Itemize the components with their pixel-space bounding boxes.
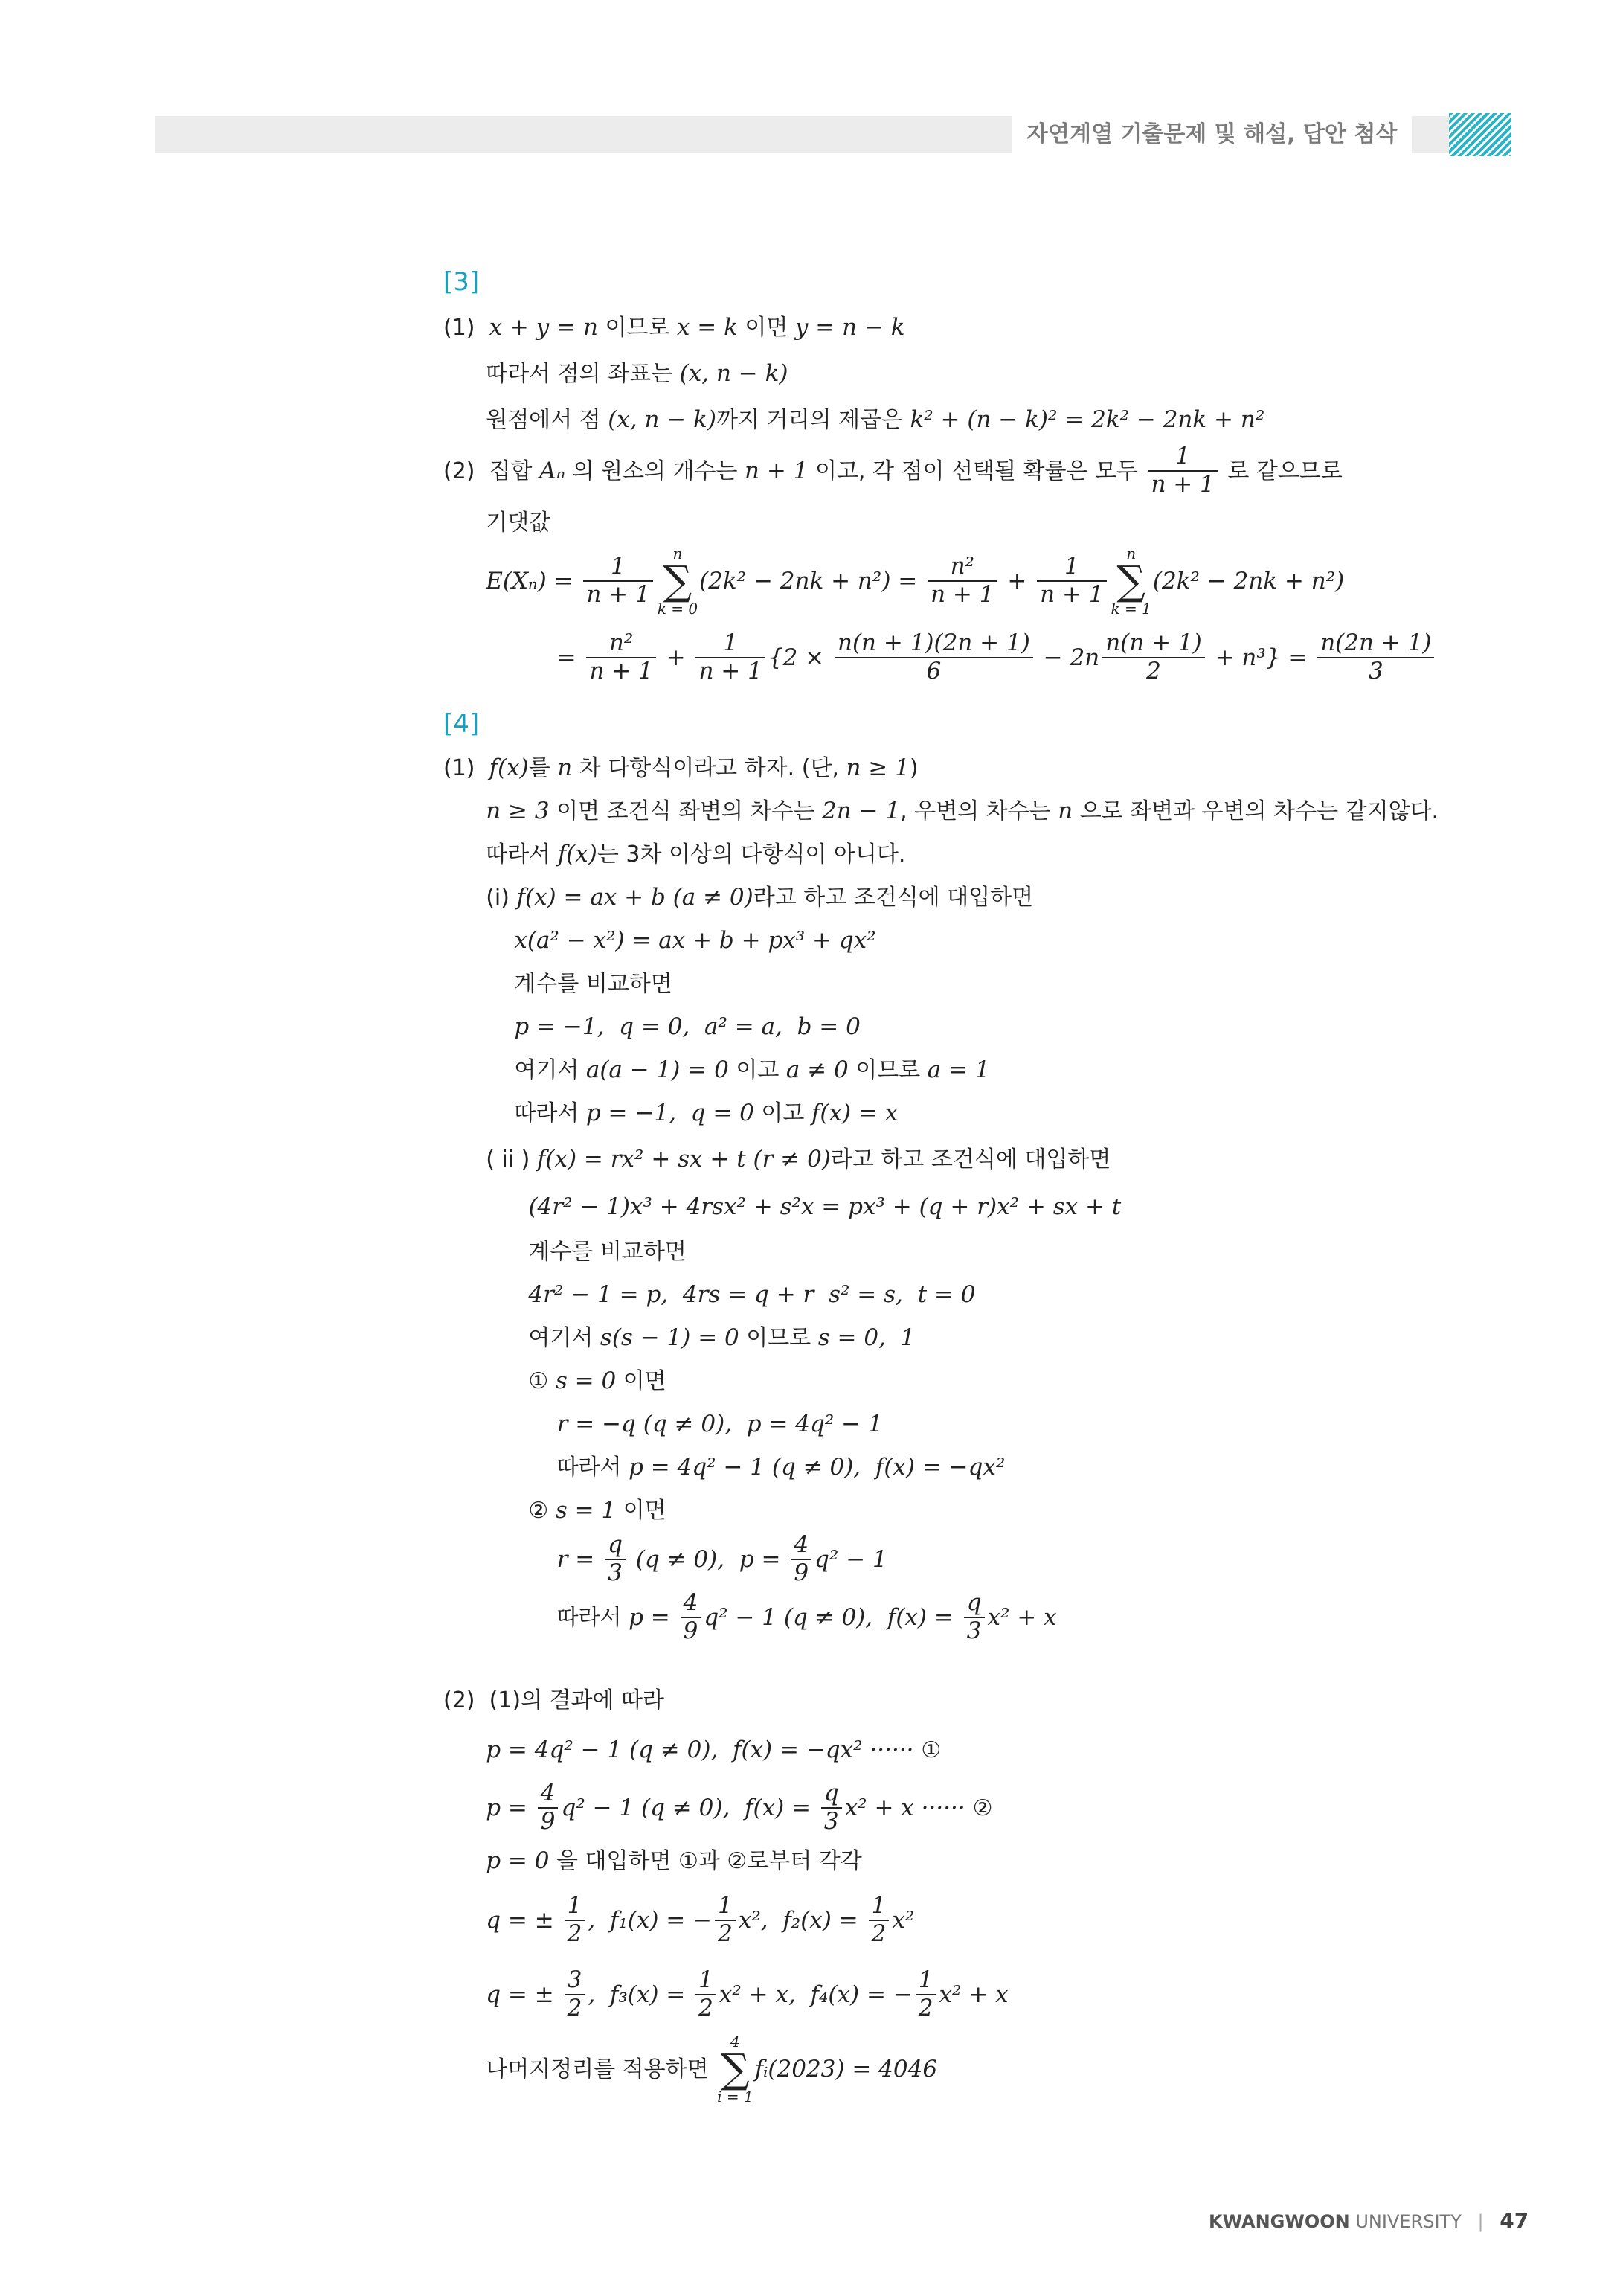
text-run bbox=[443, 1545, 557, 1574]
text-run bbox=[443, 797, 486, 826]
fraction bbox=[1317, 630, 1434, 684]
solution-line bbox=[443, 443, 1500, 499]
fraction-numerator: 1 bbox=[1037, 554, 1106, 582]
fraction-denominator: 9 bbox=[794, 1559, 809, 1586]
math-expression: s = 0, 1 bbox=[817, 1324, 916, 1351]
fraction-denominator: 2 bbox=[1146, 658, 1161, 684]
solution-line bbox=[443, 1777, 1500, 1838]
fraction-denominator: 2 bbox=[918, 1995, 933, 2021]
fraction-numerator: 1 bbox=[1148, 443, 1217, 472]
math-expression: n ≥ 3 bbox=[486, 797, 550, 824]
text-run: 를 bbox=[528, 754, 558, 781]
text-run: 이고 bbox=[728, 1056, 786, 1083]
math-expression: a(a − 1) = 0 bbox=[585, 1056, 729, 1083]
text-run: ( ii ) bbox=[443, 1146, 537, 1173]
text-run: (1) bbox=[443, 314, 489, 341]
math-expression: x(a² − x²) = ax + b + px³ + qx² bbox=[514, 926, 876, 954]
fraction-numerator: q bbox=[605, 1532, 626, 1560]
math-expression: fᵢ(2023) = 4046 bbox=[754, 2055, 938, 2082]
summation bbox=[658, 546, 698, 616]
fraction-numerator: n² bbox=[586, 630, 655, 658]
fraction-numerator: 4 bbox=[791, 1532, 812, 1560]
math-expression: (2k² − 2nk + n²) bbox=[1152, 567, 1345, 594]
solution-line bbox=[443, 1446, 1500, 1489]
text-run bbox=[443, 1906, 486, 1935]
fraction-numerator: 1 bbox=[715, 1893, 736, 1921]
math-expression: (q ≠ 0), p = bbox=[628, 1545, 788, 1573]
solution-line bbox=[443, 1402, 1500, 1446]
text-run bbox=[443, 1013, 514, 1042]
fraction-denominator: 6 bbox=[926, 658, 942, 684]
fraction bbox=[583, 554, 652, 608]
math-expression: s = 1 bbox=[555, 1496, 617, 1524]
summation-lower: k = 1 bbox=[1111, 600, 1151, 618]
fraction-denominator: n + 1 bbox=[1151, 471, 1215, 498]
text-run: (1) bbox=[443, 754, 489, 781]
summation-sigma-icon: ∑ bbox=[663, 557, 692, 604]
math-expression: y = n − k bbox=[794, 313, 905, 341]
solution-line bbox=[443, 876, 1500, 919]
fraction-numerator: 1 bbox=[583, 554, 652, 582]
summation-lower: i = 1 bbox=[717, 2088, 753, 2106]
solution-line bbox=[443, 1532, 1500, 1587]
summation-lower: k = 0 bbox=[657, 600, 698, 618]
text-run: 으로 좌변과 우변의 차수는 같지않다. bbox=[1073, 798, 1439, 824]
solution-line bbox=[443, 1359, 1500, 1402]
math-expression: x² + x, f₄(x) = − bbox=[719, 1981, 913, 2008]
solution-line bbox=[443, 1489, 1500, 1532]
text-run bbox=[443, 926, 514, 955]
text-run bbox=[443, 1847, 486, 1876]
math-expression: 2n − 1 bbox=[822, 797, 901, 824]
text-run: 이면 bbox=[616, 1497, 666, 1524]
fraction bbox=[928, 554, 997, 608]
math-expression: p = −1, q = 0 bbox=[585, 1099, 754, 1126]
math-expression: p = bbox=[486, 1794, 535, 1821]
solution-line bbox=[443, 2032, 1500, 2106]
fraction bbox=[565, 1967, 585, 2021]
text-run: 따라서 bbox=[443, 1454, 629, 1481]
fraction-denominator: 9 bbox=[683, 1617, 698, 1644]
fraction bbox=[821, 1780, 842, 1835]
section-label: [3] bbox=[443, 267, 480, 297]
math-expression: r = bbox=[556, 1545, 602, 1573]
fraction bbox=[538, 1780, 559, 1835]
math-expression: a = 1 bbox=[927, 1056, 990, 1083]
text-run: 라고 하고 조건식에 대입하면 bbox=[753, 884, 1034, 911]
math-expression: E(Xₙ) = bbox=[486, 567, 581, 594]
fraction-denominator: n + 1 bbox=[1040, 581, 1104, 608]
fraction-denominator: 2 bbox=[567, 1920, 582, 1947]
fraction-denominator: n + 1 bbox=[589, 658, 653, 684]
text-run bbox=[443, 1410, 557, 1439]
math-expression: n ≥ 1 bbox=[846, 754, 910, 781]
math-expression: k² + (n − k)² = 2k² − 2nk + n² bbox=[910, 405, 1265, 433]
footer bbox=[1209, 2208, 1529, 2233]
math-expression: n bbox=[557, 754, 573, 781]
math-expression: q² − 1 bbox=[814, 1545, 887, 1573]
math-expression: a ≠ 0 bbox=[785, 1056, 849, 1083]
text-run: 이고 bbox=[753, 1100, 812, 1126]
fraction-numerator: 1 bbox=[916, 1967, 936, 1995]
fraction-numerator: 3 bbox=[565, 1967, 585, 1995]
text-run: (2) (1)의 결과에 따라 bbox=[443, 1687, 665, 1713]
text-run: 이면 bbox=[616, 1367, 666, 1394]
summation-upper: 4 bbox=[730, 2033, 740, 2050]
math-expression: f(x) = ax + b (a ≠ 0) bbox=[516, 883, 753, 911]
fraction bbox=[791, 1532, 812, 1586]
text-run: ) bbox=[909, 754, 919, 781]
fraction-numerator: q bbox=[821, 1780, 842, 1809]
math-expression: q² − 1 (q ≠ 0), f(x) = bbox=[561, 1794, 818, 1821]
solution-line bbox=[443, 746, 1500, 789]
math-expression: {2 × bbox=[768, 644, 832, 671]
text-run: 이므로 bbox=[597, 314, 677, 341]
fraction-denominator: 2 bbox=[567, 1995, 582, 2021]
fraction bbox=[565, 1893, 585, 1947]
text-run bbox=[443, 1981, 486, 2010]
fraction-numerator: 1 bbox=[695, 630, 765, 658]
math-expression: (2k² − 2nk + n²) = bbox=[699, 567, 925, 594]
summation bbox=[1111, 546, 1151, 616]
solution-line bbox=[443, 1648, 1500, 1678]
math-expression: , f₁(x) = − bbox=[588, 1906, 713, 1934]
fraction-numerator: 1 bbox=[869, 1893, 890, 1921]
text-run: 여기서 bbox=[443, 1324, 600, 1351]
text-run: , 우변의 차수는 bbox=[900, 798, 1058, 824]
solution-line bbox=[443, 1273, 1500, 1316]
math-expression: , f₃(x) = bbox=[588, 1981, 693, 2008]
math-expression: x² bbox=[892, 1906, 915, 1934]
fraction bbox=[681, 1590, 701, 1644]
fraction-denominator: 2 bbox=[718, 1920, 733, 1947]
summation-upper: n bbox=[1126, 545, 1137, 562]
math-expression: q = ± bbox=[486, 1981, 562, 2008]
math-expression: x² + x ······ bbox=[844, 1794, 973, 1821]
text-run: 이고, 각 점이 선택될 확률은 모두 bbox=[808, 458, 1145, 484]
fraction bbox=[695, 630, 765, 684]
fraction-numerator: 4 bbox=[681, 1590, 701, 1618]
text-run: 이므로 bbox=[739, 1324, 818, 1351]
fraction-denominator: n + 1 bbox=[931, 581, 994, 608]
solution-line bbox=[443, 350, 1500, 397]
text-run: 따라서 bbox=[443, 1100, 586, 1126]
solution-line bbox=[443, 1722, 1500, 1777]
math-expression: f(x) = rx² + sx + t (r ≠ 0) bbox=[536, 1145, 831, 1173]
math-expression: + bbox=[1000, 567, 1035, 594]
fraction-denominator: 3 bbox=[1368, 658, 1383, 684]
fraction bbox=[586, 630, 655, 684]
fraction-numerator: q bbox=[964, 1590, 985, 1618]
text-run: 라고 하고 조건식에 대입하면 bbox=[830, 1146, 1111, 1173]
math-expression: p = 4q² − 1 (q ≠ 0), f(x) = −qx² ······ bbox=[486, 1736, 922, 1763]
solution-line bbox=[443, 789, 1500, 833]
summation-sigma-icon: ∑ bbox=[721, 2045, 750, 2092]
fraction bbox=[964, 1590, 985, 1644]
fraction-numerator: 1 bbox=[695, 1967, 716, 1995]
fraction bbox=[695, 1967, 716, 2021]
math-expression: − 2n bbox=[1035, 644, 1100, 671]
fraction bbox=[835, 630, 1033, 684]
solution-line bbox=[443, 545, 1500, 617]
solution-line bbox=[443, 833, 1500, 876]
text-run bbox=[443, 567, 486, 596]
text-run: ① bbox=[921, 1737, 942, 1763]
summation bbox=[717, 2034, 753, 2104]
math-expression: x + y = n bbox=[489, 313, 598, 341]
section-label: [4] bbox=[443, 709, 480, 739]
text-run: ① bbox=[443, 1367, 556, 1394]
fraction-denominator: n + 1 bbox=[698, 658, 762, 684]
page-number: 47 bbox=[1500, 2208, 1529, 2233]
math-expression: Aₙ bbox=[539, 457, 566, 484]
fraction-numerator: 4 bbox=[538, 1780, 559, 1809]
solution-line bbox=[443, 499, 1500, 545]
math-expression: n + 1 bbox=[745, 457, 809, 484]
text-run bbox=[443, 1280, 528, 1309]
fraction-denominator: 3 bbox=[966, 1617, 982, 1644]
footer-separator: | bbox=[1477, 2211, 1484, 2232]
math-expression: = bbox=[556, 644, 584, 671]
fraction bbox=[869, 1893, 890, 1947]
solution-line bbox=[443, 919, 1500, 962]
math-expression: p = 0 bbox=[486, 1847, 550, 1874]
text-run bbox=[443, 1649, 451, 1678]
fraction-numerator: n² bbox=[928, 554, 997, 582]
math-expression: x = k bbox=[676, 313, 738, 341]
math-expression: x² + x bbox=[939, 1981, 1009, 2008]
math-expression: q = ± bbox=[486, 1906, 562, 1934]
text-run: 로 같으므로 bbox=[1220, 458, 1343, 484]
text-run: 이면 bbox=[737, 314, 795, 341]
text-run: 나머지정리를 적용하면 bbox=[443, 2056, 716, 2082]
solution-line bbox=[443, 1587, 1500, 1648]
fraction-denominator: 3 bbox=[823, 1808, 839, 1835]
fraction-denominator: 2 bbox=[698, 1995, 713, 2021]
header-stripe-decoration bbox=[1449, 113, 1511, 156]
solution-line bbox=[443, 617, 1500, 699]
fraction bbox=[1148, 443, 1217, 498]
main-content bbox=[443, 264, 1500, 2106]
solution-line bbox=[443, 1048, 1500, 1091]
summation-upper: n bbox=[672, 545, 683, 562]
solution-line bbox=[443, 1135, 1500, 1184]
solution-line bbox=[443, 962, 1500, 1005]
math-expression: (x, n − k) bbox=[608, 405, 717, 433]
solution-line bbox=[443, 1316, 1500, 1359]
math-expression: + n³} = bbox=[1207, 644, 1315, 671]
solution-line bbox=[443, 1230, 1500, 1273]
math-expression: p = −1, q = 0, a² = a, b = 0 bbox=[514, 1013, 861, 1040]
text-run: 계수를 비교하면 bbox=[443, 1238, 687, 1265]
text-run: 이면 조건식 좌변의 차수는 bbox=[549, 798, 823, 824]
fraction-denominator: 3 bbox=[608, 1559, 623, 1586]
text-run: ② bbox=[972, 1795, 993, 1821]
math-expression: s(s − 1) = 0 bbox=[600, 1324, 739, 1351]
footer-university-suffix: UNIVERSITY bbox=[1355, 2211, 1462, 2232]
text-run: 까지 거리의 제곱은 bbox=[716, 406, 910, 433]
fraction-denominator: 9 bbox=[540, 1808, 556, 1835]
text-run bbox=[443, 644, 557, 673]
solution-line bbox=[443, 1184, 1500, 1230]
fraction-numerator: n(n + 1) bbox=[1102, 630, 1205, 658]
math-expression: r = −q (q ≠ 0), p = 4q² − 1 bbox=[556, 1410, 883, 1437]
text-run bbox=[443, 1736, 486, 1765]
fraction bbox=[1102, 630, 1205, 684]
math-expression: s = 0 bbox=[555, 1367, 617, 1394]
text-run: 차 다항식이라고 하자. (단, bbox=[572, 754, 846, 781]
text-run: 계수를 비교하면 bbox=[443, 970, 672, 997]
fraction bbox=[916, 1967, 936, 2021]
text-run: ② bbox=[443, 1497, 556, 1524]
text-run bbox=[443, 1794, 486, 1823]
math-expression: (4r² − 1)x³ + 4rsx² + s²x = px³ + (q + r)x² + sx + t bbox=[528, 1193, 1122, 1220]
solution-line bbox=[443, 1678, 1500, 1722]
math-expression: p = 4q² − 1 (q ≠ 0), f(x) = −qx² bbox=[629, 1453, 1006, 1481]
solution-line bbox=[443, 397, 1500, 443]
fraction-numerator: n(n + 1)(2n + 1) bbox=[835, 630, 1033, 658]
footer-university-name: KWANGWOON bbox=[1209, 2211, 1350, 2232]
math-expression: p = bbox=[629, 1603, 678, 1631]
text-run: 는 3차 이상의 다항식이 아니다. bbox=[597, 841, 906, 868]
text-run: 기댓값 bbox=[443, 509, 551, 536]
math-expression: (x, n − k) bbox=[679, 359, 788, 387]
math-expression: 4r² − 1 = p, 4rs = q + r s² = s, t = 0 bbox=[528, 1280, 976, 1308]
text-run: 따라서 bbox=[443, 841, 558, 868]
math-expression: n bbox=[1058, 797, 1073, 824]
math-expression: x² + x bbox=[987, 1603, 1057, 1631]
text-run: 을 대입하면 ①과 ②로부터 각각 bbox=[549, 1847, 862, 1874]
math-expression: f(x) bbox=[557, 840, 597, 868]
solution-line bbox=[443, 1838, 1500, 1883]
fraction-numerator: n(2n + 1) bbox=[1317, 630, 1434, 658]
summation-sigma-icon: ∑ bbox=[1116, 557, 1145, 604]
solution-line bbox=[443, 1957, 1500, 2032]
solution-line bbox=[443, 1005, 1500, 1048]
math-expression: x², f₂(x) = bbox=[738, 1906, 866, 1934]
math-expression: + bbox=[658, 644, 693, 671]
math-expression: q² − 1 (q ≠ 0), f(x) = bbox=[704, 1603, 961, 1631]
text-run: (2) 집합 bbox=[443, 458, 540, 484]
text-run: 원점에서 점 bbox=[443, 406, 608, 433]
solution-line bbox=[443, 1091, 1500, 1135]
math-expression: f(x) = x bbox=[811, 1099, 899, 1126]
text-run: 따라서 점의 좌표는 bbox=[443, 360, 680, 387]
text-run: (i) bbox=[443, 884, 517, 911]
math-expression: f(x) bbox=[489, 754, 529, 781]
fraction bbox=[715, 1893, 736, 1947]
text-run bbox=[443, 1193, 528, 1222]
text-run: 여기서 bbox=[443, 1056, 586, 1083]
fraction-denominator: 2 bbox=[871, 1920, 887, 1947]
solution-line bbox=[443, 1883, 1500, 1957]
fraction-denominator: n + 1 bbox=[586, 581, 650, 608]
text-run: 의 원소의 개수는 bbox=[565, 458, 745, 484]
solution-line bbox=[443, 304, 1500, 350]
fraction bbox=[1037, 554, 1106, 608]
fraction-numerator: 1 bbox=[565, 1893, 585, 1921]
text-run: 이므로 bbox=[848, 1056, 928, 1083]
header-title: 자연계열 기출문제 및 해설, 답안 첨삭 bbox=[1012, 113, 1412, 156]
text-run: 따라서 bbox=[443, 1604, 629, 1631]
fraction bbox=[605, 1532, 626, 1586]
